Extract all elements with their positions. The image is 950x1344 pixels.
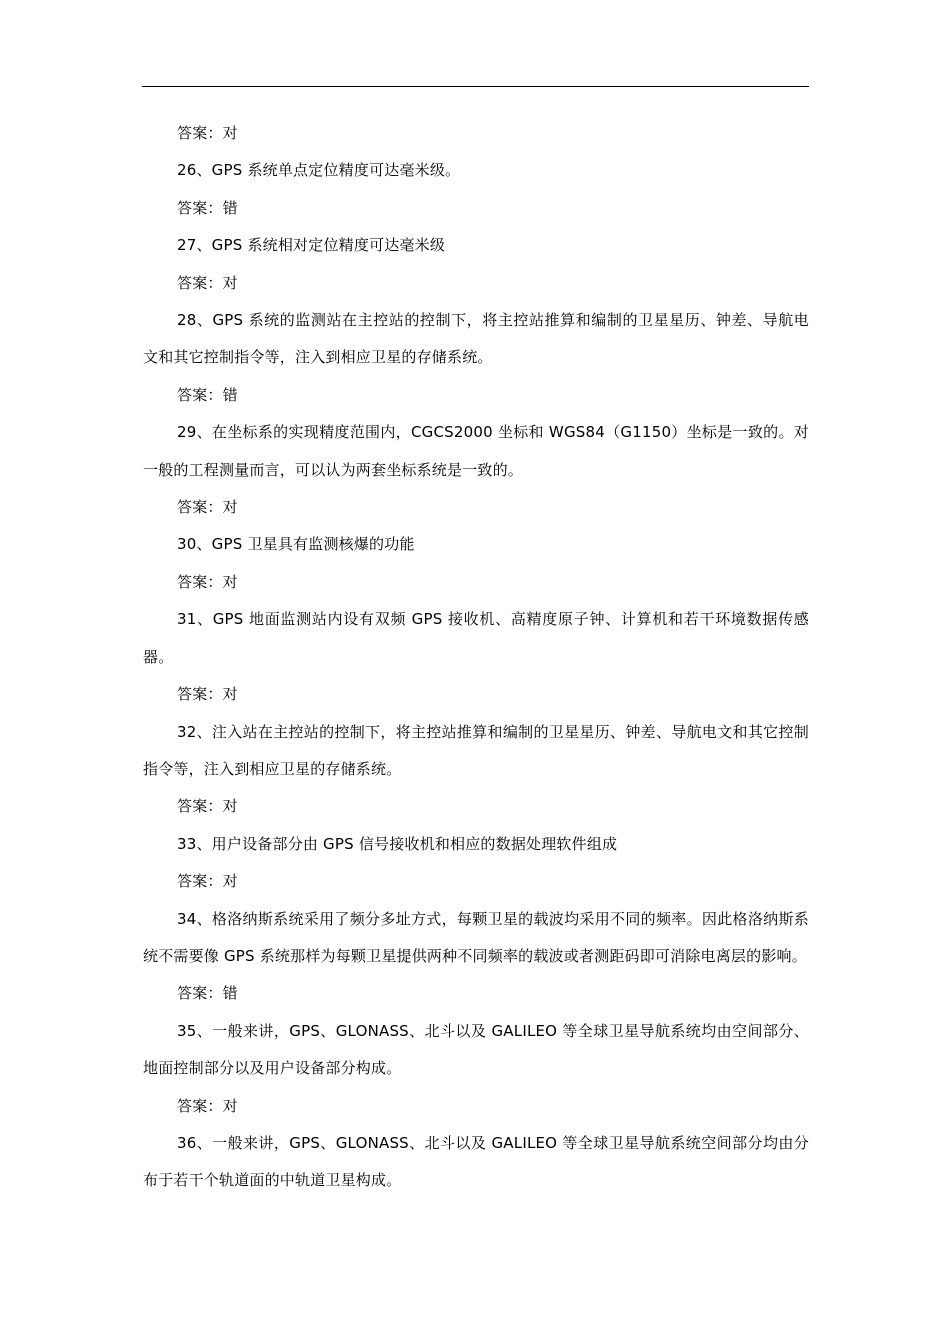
answer-28: 答案：错 [177,385,238,404]
answer-29: 答案：对 [177,498,238,517]
answer-25: 答案：对 [177,124,238,142]
answer-35: 答案：对 [177,1096,238,1115]
question-28: 28、GPS 系统的监测站在主控站的控制下，将主控站推算和编制的卫星星历、钟差、导航电文和其它控制指令等，注入到相应卫星的存储系统。 [143,311,809,367]
question-30: 30、GPS 卫星具有监测核爆的功能 [177,535,415,554]
question-35: 35、一般来讲，GPS、GLONASS、北斗以及 GALILEO 等全球卫星导航系统均由空间部分、地面控制部分以及用户设备部分构成。 [143,1021,809,1078]
answer-31: 答案：对 [177,685,238,704]
question-29: 29、在坐标系的实现精度范围内，CGCS2000 坐标和 WGS84（G1150）坐标是一致的。对一般的工程测量而言，可以认为两套坐标系统是一致的。 [143,423,809,479]
document-body [143,115,809,1200]
question-31: 31、GPS 地面监测站内设有双频 GPS 接收机、高精度原子钟、计算机和若干环境数据传感器。 [143,610,809,666]
answer-34: 答案：错 [177,984,238,1003]
question-26: 26、GPS 系统单点定位精度可达毫米级。 [177,161,461,180]
answer-32: 答案：对 [177,797,238,816]
question-27: 27、GPS 系统相对定位精度可达毫米级 [177,236,446,255]
answer-26: 答案：错 [177,198,238,217]
question-33: 33、用户设备部分由 GPS 信号接收机和相应的数据处理软件组成 [177,834,618,853]
answer-30: 答案：对 [177,572,238,591]
question-32: 32、注入站在主控站的控制下，将主控站推算和编制的卫星星历、钟差、导航电文和其它控制指令等，注入到相应卫星的存储系统。 [143,722,809,778]
question-34: 34、格洛纳斯系统采用了频分多址方式，每颗卫星的载波均采用不同的频率。因此格洛纳斯系统不需要像 GPS 系统那样为每颗卫星提供两种不同频率的载波或者测距码即可消除电离层的影响。 [143,909,809,965]
question-36: 36、一般来讲，GPS、GLONASS、北斗以及 GALILEO 等全球卫星导航系统空间部分均由分布于若干个轨道面的中轨道卫星构成。 [143,1133,809,1190]
header-rule [142,86,809,87]
answer-33: 答案：对 [177,872,238,891]
answer-27: 答案：对 [177,273,238,292]
